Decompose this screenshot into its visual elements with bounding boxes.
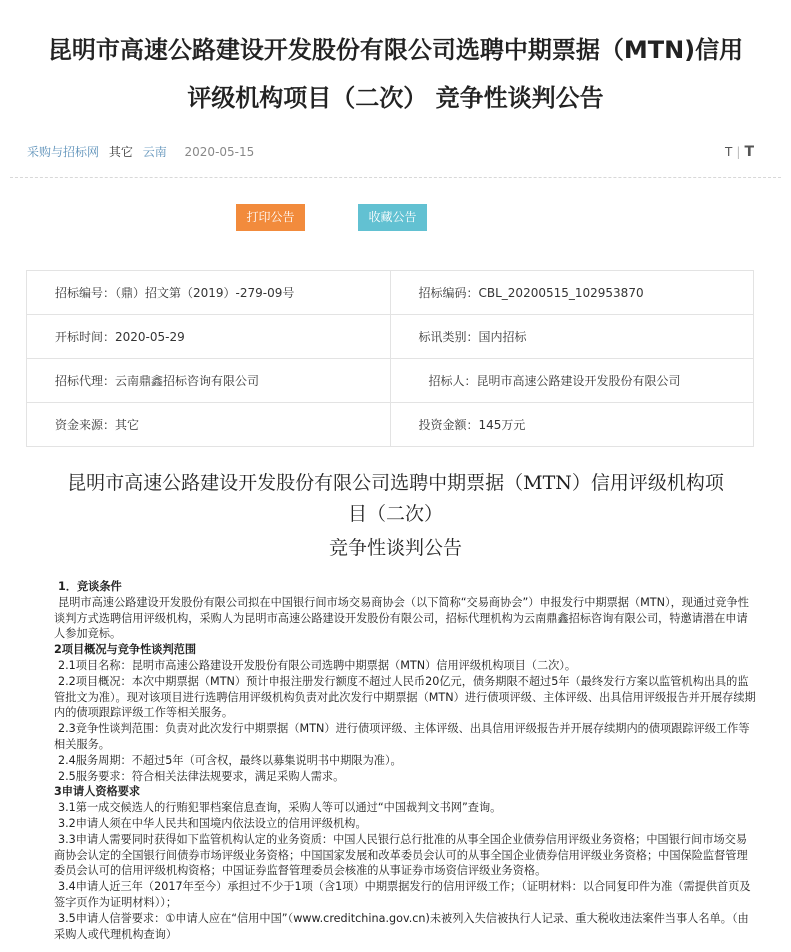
section-heading: 1．竞谈条件 [58, 580, 122, 593]
paragraph: 3.2申请人须在中华人民共和国境内依法设立的信用评级机构。 [58, 816, 367, 830]
paragraph: 3.1第一成交候选人的行贿犯罪档案信息查询，采购人等可以通过“中国裁判文书网”查询。 [58, 801, 502, 815]
info-row [27, 271, 754, 315]
document-subtitle: 竞争性谈判公告 [328, 537, 462, 559]
source-link[interactable]: 采购与招标网 [27, 145, 100, 159]
document-title-line2: 目（二次） [347, 503, 443, 525]
paragraph: 2.2项目概况：本次中期票据（MTN）预计申报注册发行额度不超过人民币20亿元，债务期限不超过5年（最终发行方案以监管机构出具的监管批文为准）。现对该项目进行选聘信用评级机构负责对此次发行中期票据（MTN）进行债项评级、主体评级、出具信用评级报告并开展存续期内的债项跟踪评级工作等相关服务。 [54, 674, 756, 720]
info-row [27, 315, 754, 359]
font-separator: | [736, 145, 741, 159]
region-link[interactable]: 云南 [142, 145, 167, 159]
bid-info-table [26, 270, 754, 447]
paragraph: 2.5服务要求：符合相关法律法规要求，满足采购人需求。 [58, 769, 345, 783]
announcement-title-line1: 昆明市高速公路建设开发股份有限公司选聘中期票据（MTN)信用 [47, 36, 744, 64]
bid-agent: 招标代理：云南鼎鑫招标咨询有限公司 [27, 359, 391, 403]
paragraph: 2.1项目名称：昆明市高速公路建设开发股份有限公司选聘中期票据（MTN）信用评级机构项目（二次）。 [58, 658, 577, 672]
bid-number: 招标编号：（鼎）招文第（2019）-279-09号 [27, 271, 391, 315]
document-title [20, 468, 771, 530]
bid-code: 招标编码：CBL_20200515_102953870 [390, 271, 754, 315]
fund-source: 资金来源：其它 [27, 403, 391, 447]
font-size-switch [725, 142, 754, 162]
favorite-button[interactable]: 收藏公告 [358, 204, 427, 231]
document-body [54, 579, 756, 942]
paragraph: 3.5申请人信誉要求：①申请人应在“信用中国”（www.creditchina.gov.cn)未被列入失信被执行人记录、重大税收违法案件当事人名单。（由采购人或代理机构查询） [54, 911, 749, 941]
divider [10, 177, 781, 178]
category-label: 其它 [108, 145, 133, 159]
document-title-line1: 昆明市高速公路建设开发股份有限公司选聘中期票据（MTN）信用评级机构项 [67, 472, 724, 494]
bid-buyer: 招标人：昆明市高速公路建设开发股份有限公司 [390, 359, 754, 403]
paragraph: 2.3竞争性谈判范围：负责对此次发行中期票据（MTN）进行债项评级、主体评级、出具信用评级报告并开展存续期内的债项跟踪评级工作等相关服务。 [54, 722, 750, 751]
paragraph: 3.3申请人需要同时获得如下监管机构认定的业务资质：中国人民银行总行批准的从事全国企业债券信用评级业务资格；中国银行间市场交易商协会认定的全国银行间债券市场评级业务资格；中国国家发展和改革委员会认可的从事全国企业债券信用评级业务资格；中国保险监督管理委员会认可的信用评级机构资格；中国证券监督管理委员会核准的从事证券市场资信评级业务资格。 [54, 832, 748, 878]
investment-amount: 投资金额：145万元 [390, 403, 754, 447]
font-large-button[interactable]: T [744, 144, 754, 160]
print-button[interactable]: 打印公告 [236, 204, 305, 231]
info-row [27, 403, 754, 447]
bid-type: 标讯类别：国内招标 [390, 315, 754, 359]
info-row [27, 359, 754, 403]
publish-date: 2020-05-15 [184, 145, 255, 159]
font-small-button[interactable]: T [725, 145, 733, 159]
open-time: 开标时间：2020-05-29 [27, 315, 391, 359]
announcement-title [0, 0, 791, 122]
paragraph: 昆明市高速公路建设开发股份有限公司拟在中国银行间市场交易商协会（以下简称“交易商协会”）申报发行中期票据（MTN），现通过竞争性谈判方式选聘信用评级机构，采购人为昆明市高速公路建设开发股份有限公司，招标代理机构为云南鼎鑫招标咨询有限公司，特邀请潜在申请人参加竞标。 [54, 595, 749, 641]
paragraph: 2.4服务周期：不超过5年（可含权，最终以募集说明书中期限为准）。 [58, 753, 402, 767]
paragraph: 3.4申请人近三年（2017年至今）承担过不少于1项（含1项）中期票据发行的信用评级工作；（证明材料：以合同复印件为准（需提供首页及签字页作为证明材料））； [54, 880, 751, 909]
announcement-title-line2: 评级机构项目（二次） 竞争性谈判公告 [187, 84, 604, 112]
meta-bar [27, 142, 754, 162]
section-heading: 2项目概况与竞争性谈判范围 [54, 643, 197, 657]
section-heading: 3申请人资格要求 [54, 785, 141, 799]
